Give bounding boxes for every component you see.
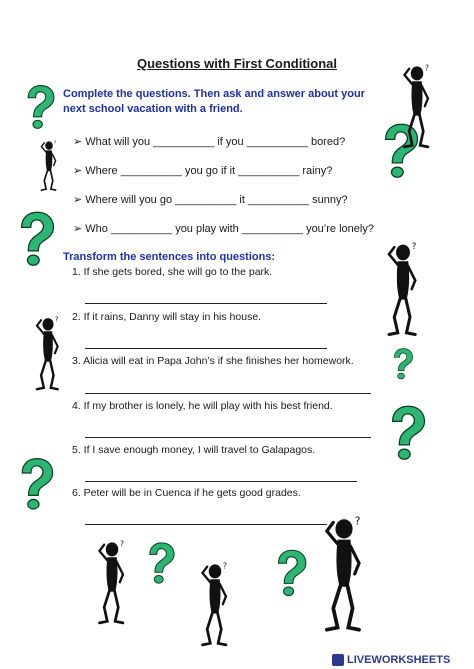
green-question-mark-icon	[144, 540, 176, 588]
question-text: Who __________ you play with __________ you’re lonely?	[85, 223, 374, 235]
thinking-figure-icon	[195, 562, 235, 648]
thinking-figure-icon	[322, 516, 366, 634]
sentence-item: 4. If my brother is lonely, he will play with his best friend.	[72, 400, 333, 412]
question-text: Where __________ you go if it __________ rainy?	[85, 165, 333, 177]
answer-line[interactable]	[85, 393, 371, 394]
green-question-mark-icon	[14, 210, 56, 270]
thinking-figure-icon	[398, 64, 436, 150]
thinking-figure-icon	[36, 140, 62, 192]
liveworksheets-logo[interactable]	[332, 652, 450, 668]
thinking-figure-icon	[92, 540, 132, 626]
green-question-mark-icon	[22, 84, 56, 132]
page-title: Questions with First Conditional	[136, 56, 338, 71]
answer-line[interactable]	[85, 481, 357, 482]
question-item	[73, 164, 332, 177]
sentence-item: 5. If I save enough money, I will travel to Galapagos.	[72, 444, 316, 456]
sentence-item: 1. If she gets bored, she will go to the park.	[72, 266, 273, 278]
arrow-bullet-icon: ➢	[73, 165, 83, 177]
sentence-item: 2. If it rains, Danny will stay in his house.	[72, 311, 262, 323]
answer-line[interactable]	[85, 348, 327, 349]
instruction-transform: Transform the sentences into questions:	[63, 251, 276, 263]
question-item	[73, 222, 374, 235]
answer-line[interactable]	[85, 303, 327, 304]
arrow-bullet-icon: ➢	[73, 136, 83, 148]
arrow-bullet-icon: ➢	[73, 223, 83, 235]
green-question-mark-icon	[15, 455, 55, 515]
sentence-item: 6. Peter will be in Cuenca if he gets good grades.	[72, 487, 301, 499]
logo-icon	[332, 654, 344, 666]
thinking-figure-icon	[384, 242, 422, 338]
question-item	[73, 135, 345, 148]
answer-line[interactable]	[85, 437, 371, 438]
question-text: What will you __________ if you __________ bored?	[85, 136, 346, 148]
question-text: Where will you go __________ it __________ sunny?	[85, 194, 348, 206]
green-question-mark-icon	[272, 548, 308, 600]
thinking-figure-icon	[30, 316, 66, 392]
instruction-complete: Complete the questions. Then ask and answer about your next school vacation with a friend.	[63, 88, 365, 115]
green-question-mark-icon	[390, 347, 414, 382]
question-item	[73, 193, 348, 206]
green-question-mark-icon	[385, 402, 427, 466]
sentence-item: 3. Alicia will eat in Papa John’s if she finishes her homework.	[72, 355, 354, 367]
arrow-bullet-icon: ➢	[73, 194, 83, 206]
answer-line[interactable]	[85, 524, 327, 525]
logo-text: LIVEWORKSHEETS	[347, 654, 451, 666]
